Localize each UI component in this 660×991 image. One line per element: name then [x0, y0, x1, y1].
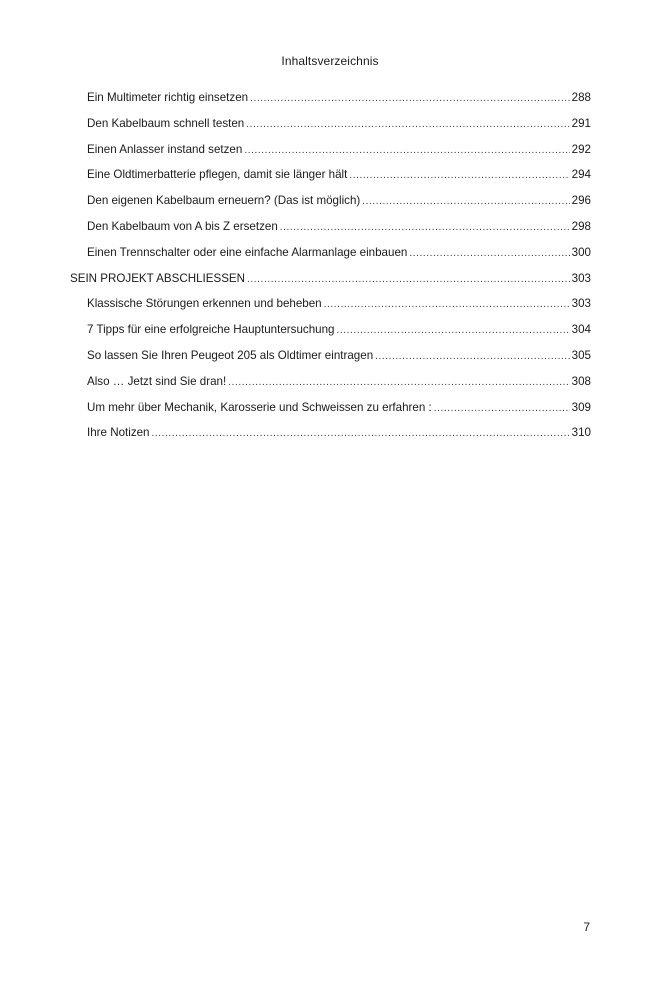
toc-entry[interactable] — [70, 317, 591, 343]
toc-dot-leader — [375, 344, 570, 370]
toc-dot-leader — [324, 292, 570, 318]
toc-entry-title: SEIN PROJEKT ABSCHLIESSEN — [70, 271, 246, 285]
toc-entry-title: Den Kabelbaum schnell testen — [87, 116, 245, 130]
toc-dot-leader — [152, 421, 570, 447]
toc-entry[interactable] — [70, 85, 591, 111]
toc-entry[interactable] — [70, 240, 591, 266]
toc-entry[interactable] — [70, 420, 591, 446]
page-number: 7 — [583, 920, 590, 934]
toc-dot-leader — [409, 241, 569, 267]
toc-entry-page: 303 — [571, 271, 591, 285]
toc-entry-page: 292 — [571, 142, 591, 156]
toc-dot-leader — [246, 112, 569, 138]
toc-entry-page: 298 — [571, 219, 591, 233]
toc-entry-page: 308 — [571, 374, 591, 388]
toc-entry-page: 300 — [571, 245, 591, 259]
toc-entry-title: Ihre Notizen — [87, 426, 150, 440]
toc-entry-page: 304 — [571, 323, 591, 337]
toc-entry-page: 310 — [571, 426, 591, 440]
toc-entry-title: 7 Tipps für eine erfolgreiche Hauptuntersuchung — [87, 323, 335, 337]
toc-dot-leader — [250, 86, 570, 112]
toc-entry-page: 291 — [571, 116, 591, 130]
toc-entry[interactable] — [70, 291, 591, 317]
toc-entry-page: 305 — [571, 348, 591, 362]
toc-entry-title: Einen Trennschalter oder eine einfache Alarmanlage einbauen — [87, 245, 408, 259]
toc-entry-page: 294 — [571, 168, 591, 182]
toc-entry-title: Ein Multimeter richtig einsetzen — [87, 91, 249, 104]
toc-entry-title: Eine Oldtimerbatterie pflegen, damit sie länger hält — [87, 168, 348, 182]
toc-entry-title: Einen Anlasser instand setzen — [87, 142, 243, 156]
toc-dot-leader — [349, 163, 569, 189]
toc-dot-leader — [337, 318, 570, 344]
toc-entry-page: 309 — [571, 400, 591, 414]
toc-entry-page: 303 — [571, 297, 591, 311]
toc-entry-title: So lassen Sie Ihren Peugeot 205 als Oldtimer eintragen — [87, 348, 374, 362]
toc-entry-title: Den Kabelbaum von A bis Z ersetzen — [87, 219, 278, 233]
toc-dot-leader — [244, 138, 569, 164]
toc-entry[interactable] — [70, 111, 591, 137]
toc-entry[interactable] — [70, 343, 591, 369]
toc-dot-leader — [247, 267, 570, 293]
toc-entry-page: 288 — [571, 91, 591, 104]
toc-entry[interactable] — [70, 137, 591, 163]
toc-dot-leader — [434, 396, 570, 422]
toc-entry-title: Also … Jetzt sind Sie dran! — [87, 374, 227, 388]
toc-entry[interactable] — [70, 162, 591, 188]
toc-entry-title: Um mehr über Mechanik, Karosserie und Schweissen zu erfahren : — [87, 400, 432, 414]
table-of-contents — [70, 85, 591, 446]
toc-dot-leader — [362, 189, 569, 215]
toc-chapter-entry[interactable] — [70, 266, 591, 292]
toc-entry[interactable] — [70, 369, 591, 395]
toc-entry-page: 296 — [571, 194, 591, 208]
toc-entry[interactable] — [70, 188, 591, 214]
toc-entry[interactable] — [70, 214, 591, 240]
toc-dot-leader — [228, 370, 569, 396]
toc-dot-leader — [280, 215, 570, 241]
toc-entry-title: Klassische Störungen erkennen und beheben — [87, 297, 322, 311]
toc-entry[interactable] — [70, 395, 591, 421]
page-title: Inhaltsverzeichnis — [281, 54, 379, 68]
toc-entry-title: Den eigenen Kabelbaum erneuern? (Das ist möglich) — [87, 194, 361, 208]
